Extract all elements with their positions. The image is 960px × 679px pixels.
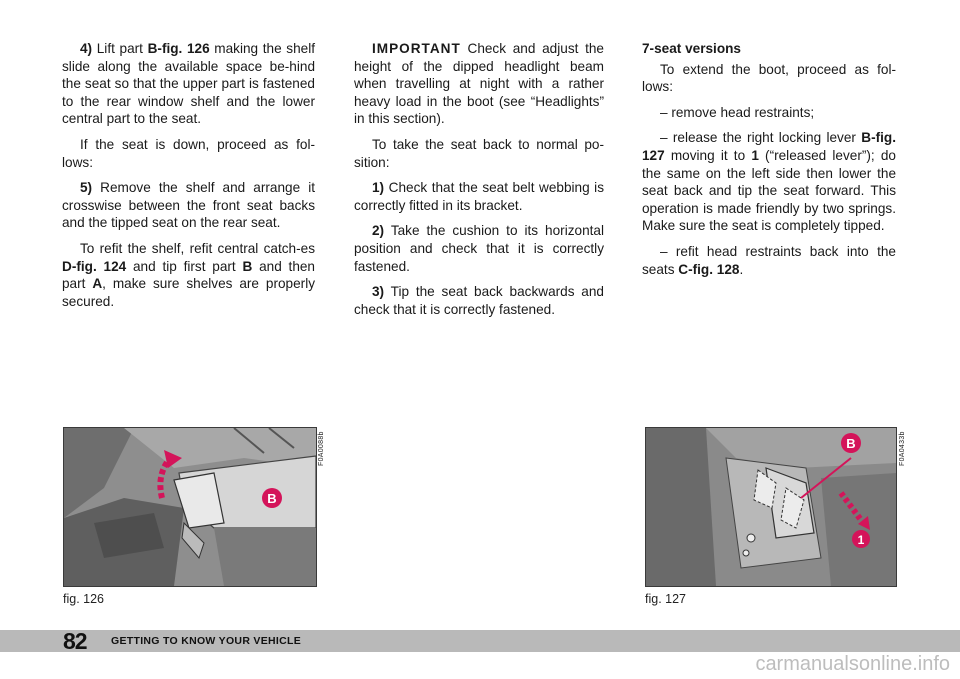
section-title: GETTING TO KNOW YOUR VEHICLE [111,635,302,647]
part-reference: A [92,276,103,292]
text-run: moving it to [664,147,752,163]
callout-1: 1 [857,533,865,547]
figure-code: F0A0088b [318,431,325,466]
paragraph-step-4 [62,40,315,128]
figure-caption: fig. 126 [63,592,105,606]
step-number: 5) [80,180,93,196]
figure-code: F0A0433b [899,431,906,466]
figure-127-photo [645,427,897,587]
paragraph-refit-shelf [62,240,315,310]
text-run: (“released lever”); do the same on the left side then lower the seat back and tip the seat forward. This operation is made friendly by two springs. Make sure the seat is completely tipped. [642,147,896,234]
text-run: Check and adjust the height of the dipped headlight beam when travelling at night with a rather heavy load in the boot (see “Headlights” in this section). [354,41,604,127]
figure-reference: C-fig. 128 [678,261,740,277]
text-column-3 [642,40,896,286]
text-run: – release the right locking lever [660,130,862,146]
figure-126-photo [63,427,317,587]
step-number: 3) [372,284,385,300]
text-run: Tip the seat back backwards and check that it is correctly fastened. [354,284,604,317]
text-run: – refit head restraints back into the seats [642,243,896,277]
paragraph-remove-restraints: – remove head restraints; [660,104,815,120]
page-number: 82 [63,628,87,654]
text-run: making the shelf slide along the available space be-hind the seat so that the upper part is fastened to the rear window shelf and the lower central part to the seat. [62,41,316,127]
position-reference: 1 [751,147,759,163]
text-run: Check that the seat belt webbing is correctly fitted in its bracket. [354,180,604,213]
paragraph-step-3 [354,283,604,318]
paragraph-step-1 [354,179,604,214]
lever-illustration [646,428,896,586]
paragraph-step-2 [354,222,604,275]
paragraph: To take the seat back to normal po-sition: [354,136,604,170]
text-run: and then part [62,258,315,292]
watermark: carmanualsonline.info [755,653,950,675]
section-heading: 7-seat versions [642,41,741,56]
paragraph-important [354,40,604,128]
callout-b: B [267,491,277,506]
paragraph-step-5 [62,179,315,232]
paragraph-refit-restraints [642,243,896,278]
text-run: Lift part [92,41,148,56]
figure-caption: fig. 127 [645,592,687,606]
shelf-illustration [64,428,316,586]
paragraph: To extend the boot, proceed as fol-lows: [642,61,896,95]
text-run: and tip first part [126,258,243,274]
figure-reference: B-fig. 127 [642,130,896,163]
text-run: . [739,261,744,277]
figure-reference: D-fig. 124 [62,258,127,274]
page-footer [0,630,960,652]
step-number: 1) [372,180,385,196]
text-run: , make sure shelves are properly secured. [62,276,316,309]
paragraph-release-lever [642,129,896,235]
text-run: Take the cushion to its horizontal position and check that it is correctly fastened. [354,223,604,274]
paragraph: If the seat is down, proceed as fol-lows: [62,136,315,170]
text-column-2 [354,40,604,326]
text-run: To refit the shelf, refit central catch-es [80,240,315,256]
step-number: 4) [80,41,93,56]
important-label: IMPORTANT [372,41,461,56]
figure-reference: B-fig. 126 [147,41,210,56]
text-column-1 [62,40,315,318]
part-reference: B [242,258,253,274]
step-number: 2) [372,223,385,239]
text-run: Remove the shelf and arrange it crosswise between the front seat backs and the tipped seat on the rear seat. [62,180,315,231]
callout-b: B [846,436,856,451]
